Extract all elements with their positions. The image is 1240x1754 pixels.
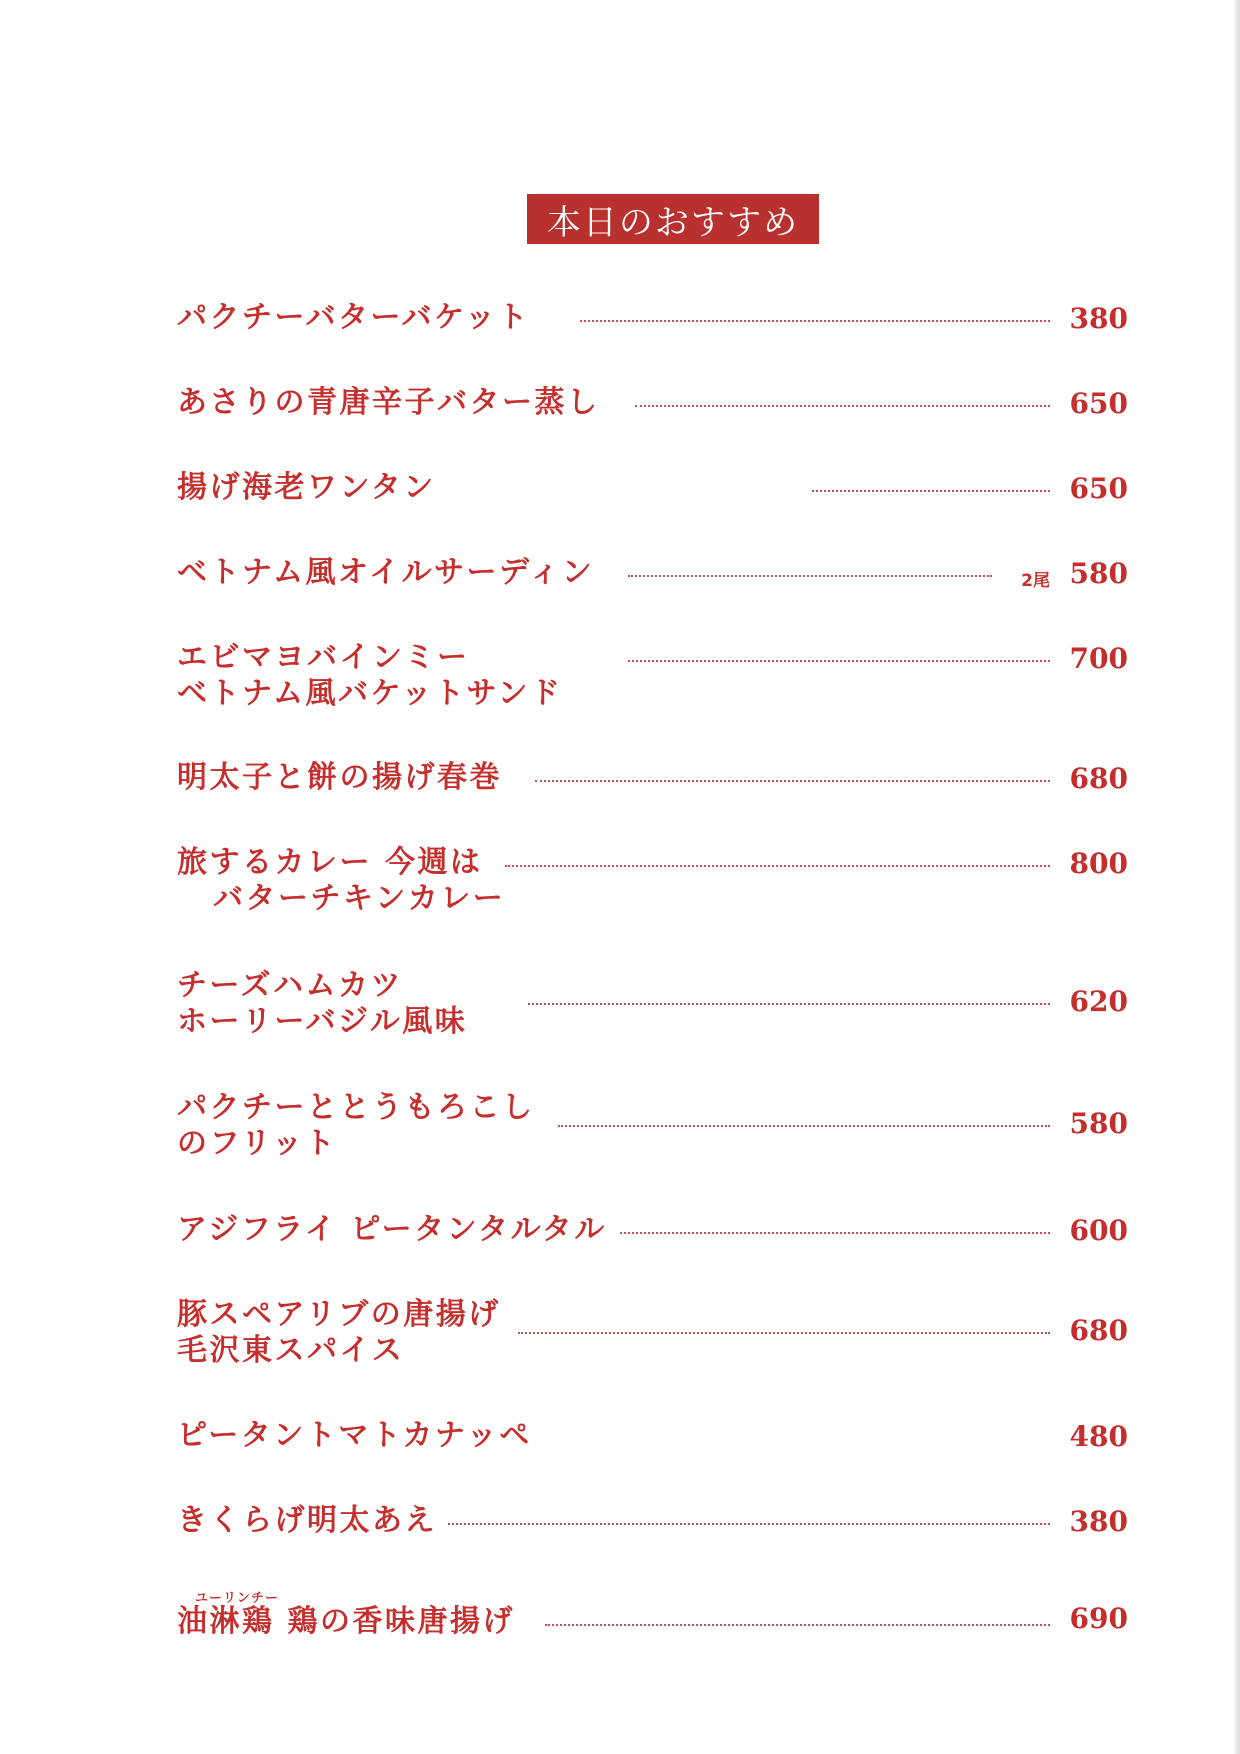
item-name: [177, 300, 530, 336]
item-name-line: ピータントマトカナッペ: [177, 1418, 532, 1453]
item-price: 380: [1069, 1505, 1128, 1538]
item-name-line: アジフライ ピータンタルタル: [177, 1212, 607, 1247]
item-name: [177, 1297, 501, 1369]
item-name: [177, 845, 505, 917]
scan-edge: [1234, 0, 1240, 1754]
item-price: 680: [1069, 762, 1128, 795]
item-price: 800: [1069, 847, 1128, 880]
item-name: [177, 470, 436, 506]
item-name-line: バターチキンカレー: [213, 881, 506, 916]
item-price: 580: [1069, 557, 1128, 590]
item-name-line: ベトナム風バケットサンド: [177, 676, 563, 711]
item-name-line: 旅するカレー 今週は: [177, 845, 483, 880]
item-name-line: きくらげ明太あえ: [177, 1503, 437, 1538]
item-name-line: パクチーバターバケット: [177, 300, 530, 335]
item-price: 680: [1069, 1314, 1128, 1347]
dot-leader: [535, 780, 1050, 782]
dot-leader: [545, 1624, 1050, 1626]
item-name: [177, 1090, 535, 1162]
dot-leader: [620, 1232, 1050, 1234]
dot-leader: [628, 660, 1050, 662]
item-name: [177, 385, 600, 421]
item-ruby: ユーリンチー: [195, 1591, 280, 1606]
item-name-line: 毛沢東スパイス: [177, 1333, 405, 1368]
item-name-line: あさりの青唐辛子バター蒸し: [177, 385, 600, 420]
item-price: 620: [1069, 985, 1128, 1018]
item-quantity: 2尾: [1021, 571, 1050, 591]
item-name-line: 揚げ海老ワンタン: [177, 470, 436, 505]
item-name-line: 豚スペアリブの唐揚げ: [177, 1297, 501, 1332]
item-name: [177, 1212, 607, 1248]
item-name: [177, 1604, 515, 1640]
item-name-line: ベトナム風オイルサーディン: [177, 555, 595, 590]
dot-leader: [505, 865, 1050, 867]
dot-leader: [528, 1003, 1050, 1005]
dot-leader: [635, 405, 1050, 407]
menu-title: 本日のおすすめ: [527, 194, 819, 244]
dot-leader: [558, 1125, 1050, 1127]
item-name-line: のフリット: [177, 1126, 338, 1161]
item-price: 380: [1069, 302, 1128, 335]
item-name-line: チーズハムカツ: [177, 968, 403, 1003]
dot-leader: [812, 490, 1050, 492]
dot-leader: [580, 320, 1050, 322]
dot-leader: [628, 575, 992, 577]
item-price: 600: [1069, 1214, 1128, 1247]
dot-leader: [448, 1523, 1050, 1525]
item-name: [177, 968, 467, 1040]
item-name: [177, 640, 563, 712]
item-price: 650: [1069, 387, 1128, 420]
dot-leader: [518, 1332, 1050, 1334]
item-name: [177, 555, 594, 591]
item-price: 700: [1069, 642, 1128, 675]
item-price: 480: [1069, 1420, 1128, 1453]
item-name-line: ホーリーバジル風味: [177, 1004, 468, 1039]
item-price: 580: [1069, 1107, 1128, 1140]
item-name-line: パクチーととうもろこし: [177, 1090, 535, 1125]
item-price: 650: [1069, 472, 1128, 505]
item-name: [177, 760, 502, 796]
item-name: [177, 1418, 532, 1454]
item-name: [177, 1503, 437, 1539]
item-price: 690: [1069, 1602, 1128, 1635]
item-name-line: 油淋鶏 鶏の香味唐揚げ: [177, 1604, 515, 1639]
item-name-line: エビマヨバインミー: [177, 640, 470, 675]
item-name-line: 明太子と餅の揚げ春巻: [177, 760, 502, 795]
